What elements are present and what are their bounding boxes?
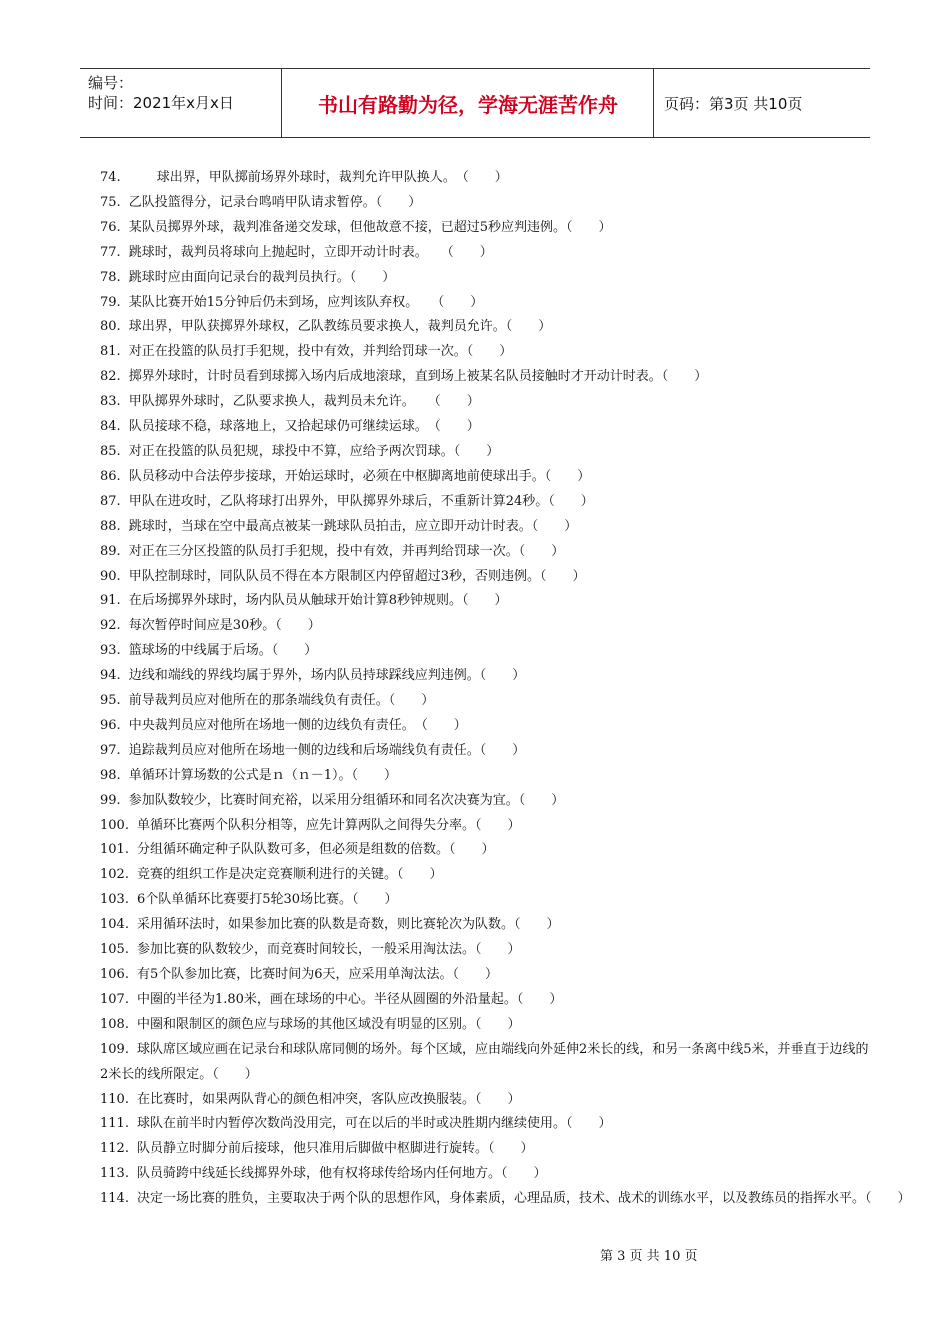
question-item bbox=[100, 390, 870, 415]
question-text: 甲队掷界外球时，乙队要求换人，裁判员未允许。 （ ） bbox=[128, 394, 480, 410]
question-number: 101. bbox=[100, 842, 129, 858]
question-item bbox=[100, 266, 870, 291]
question-text: 甲队在进攻时，乙队将球打出界外，甲队掷界外球后，不重新计算24秒。（ ） bbox=[128, 493, 594, 509]
question-number: 84. bbox=[100, 419, 121, 435]
question-number: 91. bbox=[100, 593, 121, 609]
question-text: 单循环计算场数的公式是ｎ（ｎ－1）。（ ） bbox=[128, 767, 397, 783]
question-item bbox=[100, 988, 870, 1013]
question-item bbox=[100, 515, 870, 540]
question-item bbox=[100, 913, 870, 938]
question-number: 97. bbox=[100, 742, 121, 758]
question-number: 86. bbox=[100, 468, 121, 484]
header-motto: 书山有路勤为径，学海无涯苦作舟 bbox=[283, 69, 654, 137]
question-text: 每次暂停时间应是30秒。（ ） bbox=[128, 618, 321, 634]
question-number: 94. bbox=[100, 668, 121, 684]
question-number: 82. bbox=[100, 369, 121, 385]
question-item bbox=[100, 490, 870, 515]
question-item bbox=[100, 614, 870, 639]
question-number: 110. bbox=[100, 1091, 129, 1107]
question-text: 队员静立时脚分前后接球，他只准用后脚做中枢脚进行旋转。（ ） bbox=[136, 1141, 534, 1157]
question-list bbox=[100, 166, 911, 1212]
question-item bbox=[100, 764, 870, 789]
question-text: 分组循环确定种子队队数可多，但必须是组数的倍数。（ ） bbox=[136, 842, 495, 858]
question-text: 甲队控制球时，同队队员不得在本方限制区内停留超过3秒，否则违例。（ ） bbox=[128, 568, 586, 584]
question-item bbox=[100, 565, 870, 590]
question-number: 102. bbox=[100, 867, 129, 883]
question-item bbox=[100, 714, 870, 739]
question-item bbox=[100, 938, 870, 963]
question-item bbox=[100, 1013, 870, 1038]
question-number: 74. bbox=[100, 170, 121, 185]
question-item bbox=[100, 789, 870, 814]
question-item bbox=[100, 365, 870, 390]
question-number: 99. bbox=[100, 792, 121, 808]
question-text: 跳球时，当球在空中最高点被某一跳球队员拍击，应立即开动计时表。（ ） bbox=[128, 518, 578, 534]
question-text: 球队在前半时内暂停次数尚没用完，可在以后的半时或决胜期内继续使用。（ ） bbox=[136, 1116, 612, 1132]
question-number: 113. bbox=[100, 1166, 129, 1182]
question-item bbox=[100, 315, 870, 340]
header-left-cell bbox=[80, 69, 282, 137]
question-item bbox=[100, 415, 870, 440]
question-text: 参加队数较少，比赛时间充裕，以采用分组循环和同名次决赛为宜。（ ） bbox=[128, 792, 565, 808]
question-text: 竞赛的组织工作是决定竞赛顺利进行的关键。（ ） bbox=[136, 867, 443, 883]
question-number: 87. bbox=[100, 493, 121, 509]
question-number: 107. bbox=[100, 991, 129, 1007]
question-text: 参加比赛的队数较少，而竞赛时间较长，一般采用淘汰法。（ ） bbox=[136, 942, 521, 958]
question-text: 队员移动中合法停步接球，开始运球时，必须在中枢脚离地前使球出手。（ ） bbox=[128, 468, 591, 484]
question-item bbox=[100, 739, 870, 764]
question-number: 90. bbox=[100, 568, 121, 584]
question-item bbox=[100, 465, 870, 490]
question-text: 对正在投篮的队员犯规，球投中不算，应给予两次罚球。（ ） bbox=[128, 443, 500, 459]
question-number: 79. bbox=[100, 294, 121, 310]
question-text: 有5个队参加比赛，比赛时间为6天，应采用单淘汰法。（ ） bbox=[136, 967, 498, 982]
document-header bbox=[80, 68, 870, 138]
question-text: 采用循环法时，如果参加比赛的队数是奇数，则比赛轮次为队数。（ ） bbox=[136, 917, 560, 933]
question-text: 中央裁判员应对他所在场地一侧的边线负有责任。 （ ） bbox=[128, 717, 467, 733]
question-item bbox=[100, 888, 870, 913]
question-text: 掷界外球时，计时员看到球掷入场内后成地滚球，直到场上被某名队员接触时才开动计时表。（ ） bbox=[128, 369, 708, 385]
question-number: 98. bbox=[100, 767, 121, 783]
question-item bbox=[100, 1088, 870, 1113]
question-number: 114. bbox=[100, 1191, 129, 1207]
question-number: 80. bbox=[100, 319, 121, 335]
question-number: 106. bbox=[100, 967, 129, 982]
question-number: 100. bbox=[100, 817, 129, 833]
question-text: 某队员掷界外球，裁判准备递交发球，但他故意不接，已超过5秒应判违例。（ ） bbox=[128, 219, 612, 235]
question-number: 83. bbox=[100, 394, 121, 410]
question-text: 队员骑跨中线延长线掷界外球，他有权将球传给场内任何地方。（ ） bbox=[136, 1166, 547, 1182]
question-number: 95. bbox=[100, 693, 121, 709]
question-number: 112. bbox=[100, 1141, 129, 1157]
question-item bbox=[100, 689, 870, 714]
question-item bbox=[100, 216, 870, 241]
question-number: 92. bbox=[100, 618, 121, 634]
question-text: 球出界，甲队获掷界外球权，乙队教练员要求换人，裁判员允许。（ ） bbox=[128, 319, 552, 335]
question-item bbox=[100, 664, 870, 689]
question-text: 前导裁判员应对他所在的那条端线负有责任。（ ） bbox=[128, 693, 435, 709]
question-item bbox=[100, 814, 870, 839]
question-number: 88. bbox=[100, 518, 121, 534]
question-number: 81. bbox=[100, 344, 121, 360]
question-text: 中圈的半径为1.80米，画在球场的中心。半径从圆圈的外沿量起。（ ） bbox=[136, 991, 563, 1007]
question-item bbox=[100, 863, 870, 888]
question-text: 某队比赛开始15分钟后仍未到场，应判该队弃权。 （ ） bbox=[128, 294, 484, 310]
question-item bbox=[100, 241, 870, 266]
question-text: 单循环比赛两个队积分相等，应先计算两队之间得失分率。（ ） bbox=[136, 817, 521, 833]
question-item bbox=[100, 1162, 870, 1187]
question-item bbox=[100, 166, 870, 191]
question-item bbox=[100, 589, 870, 614]
question-text: 边线和端线的界线均属于界外，场内队员持球踩线应判违例。（ ） bbox=[128, 668, 526, 684]
question-item bbox=[100, 540, 870, 565]
question-text: 篮球场的中线属于后场。（ ） bbox=[128, 643, 318, 659]
question-text: 跳球时应由面向记录台的裁判员执行。（ ） bbox=[128, 269, 396, 285]
question-text: 球出界，甲队掷前场界外球时，裁判允许甲队换人。 （ ） bbox=[156, 170, 508, 185]
question-item bbox=[100, 963, 870, 988]
question-text: 球队席区域应画在记录台和球队席同侧的场外。每个区域，应由端线向外延伸2米长的线，和另一条离中线5米，并垂直于边线的2米长的线所限定。（ ） bbox=[100, 1041, 869, 1082]
question-text: 乙队投篮得分，记录台鸣哨甲队请求暂停。（ ） bbox=[128, 194, 422, 210]
question-item bbox=[100, 1187, 911, 1212]
question-text: 追踪裁判员应对他所在场地一侧的边线和后场端线负有责任。（ ） bbox=[128, 742, 526, 758]
question-number: 78. bbox=[100, 269, 121, 285]
question-number: 75. bbox=[100, 194, 121, 210]
question-item bbox=[100, 340, 870, 365]
question-text: 6个队单循环比赛要打5轮30场比赛。（ ） bbox=[136, 892, 398, 908]
question-text: 对正在投篮的队员打手犯规，投中有效，并判给罚球一次。（ ） bbox=[128, 344, 513, 360]
question-number: 96. bbox=[100, 717, 121, 733]
question-item bbox=[100, 440, 870, 465]
question-number: 111. bbox=[100, 1116, 129, 1132]
question-number: 103. bbox=[100, 892, 129, 908]
question-number: 93. bbox=[100, 643, 121, 659]
question-text: 在比赛时，如果两队背心的颜色相冲突，客队应改换服装。（ ） bbox=[136, 1091, 521, 1107]
question-number: 77. bbox=[100, 244, 121, 260]
page-footer: 第 3 页 共 10 页 bbox=[600, 1249, 698, 1264]
question-item bbox=[100, 639, 870, 664]
question-text: 队员接球不稳，球落地上，又拾起球仍可继续运球。 （ ） bbox=[128, 419, 480, 435]
question-item bbox=[100, 1112, 870, 1137]
question-number: 108. bbox=[100, 1016, 129, 1032]
question-text: 在后场掷界外球时，场内队员从触球开始计算8秒钟规则。（ ） bbox=[128, 593, 508, 609]
question-text: 跳球时，裁判员将球向上抛起时，立即开动计时表。 （ ） bbox=[128, 244, 493, 260]
header-page-info: 页码：第3页 共10页 bbox=[664, 94, 803, 113]
question-number: 105. bbox=[100, 942, 129, 958]
question-item bbox=[100, 1137, 870, 1162]
question-item bbox=[100, 1038, 870, 1088]
date-line: 时间：2021年x月x日 bbox=[88, 94, 234, 112]
question-number: 109. bbox=[100, 1041, 129, 1057]
question-item bbox=[100, 191, 870, 216]
code-label: 编号： bbox=[88, 74, 134, 92]
question-item bbox=[100, 291, 870, 316]
question-text: 决定一场比赛的胜负，主要取决于两个队的思想作风，身体素质，心理品质，技术、战术的训练水平，以及教练员的指挥水平。（ ） bbox=[136, 1191, 911, 1207]
question-number: 76. bbox=[100, 219, 121, 235]
question-number: 85. bbox=[100, 443, 121, 459]
question-item bbox=[100, 838, 870, 863]
question-text: 对正在三分区投篮的队员打手犯规，投中有效，并再判给罚球一次。（ ） bbox=[128, 543, 565, 559]
question-number: 104. bbox=[100, 917, 129, 933]
question-number: 89. bbox=[100, 543, 121, 559]
question-text: 中圈和限制区的颜色应与球场的其他区域没有明显的区别。（ ） bbox=[136, 1016, 521, 1032]
